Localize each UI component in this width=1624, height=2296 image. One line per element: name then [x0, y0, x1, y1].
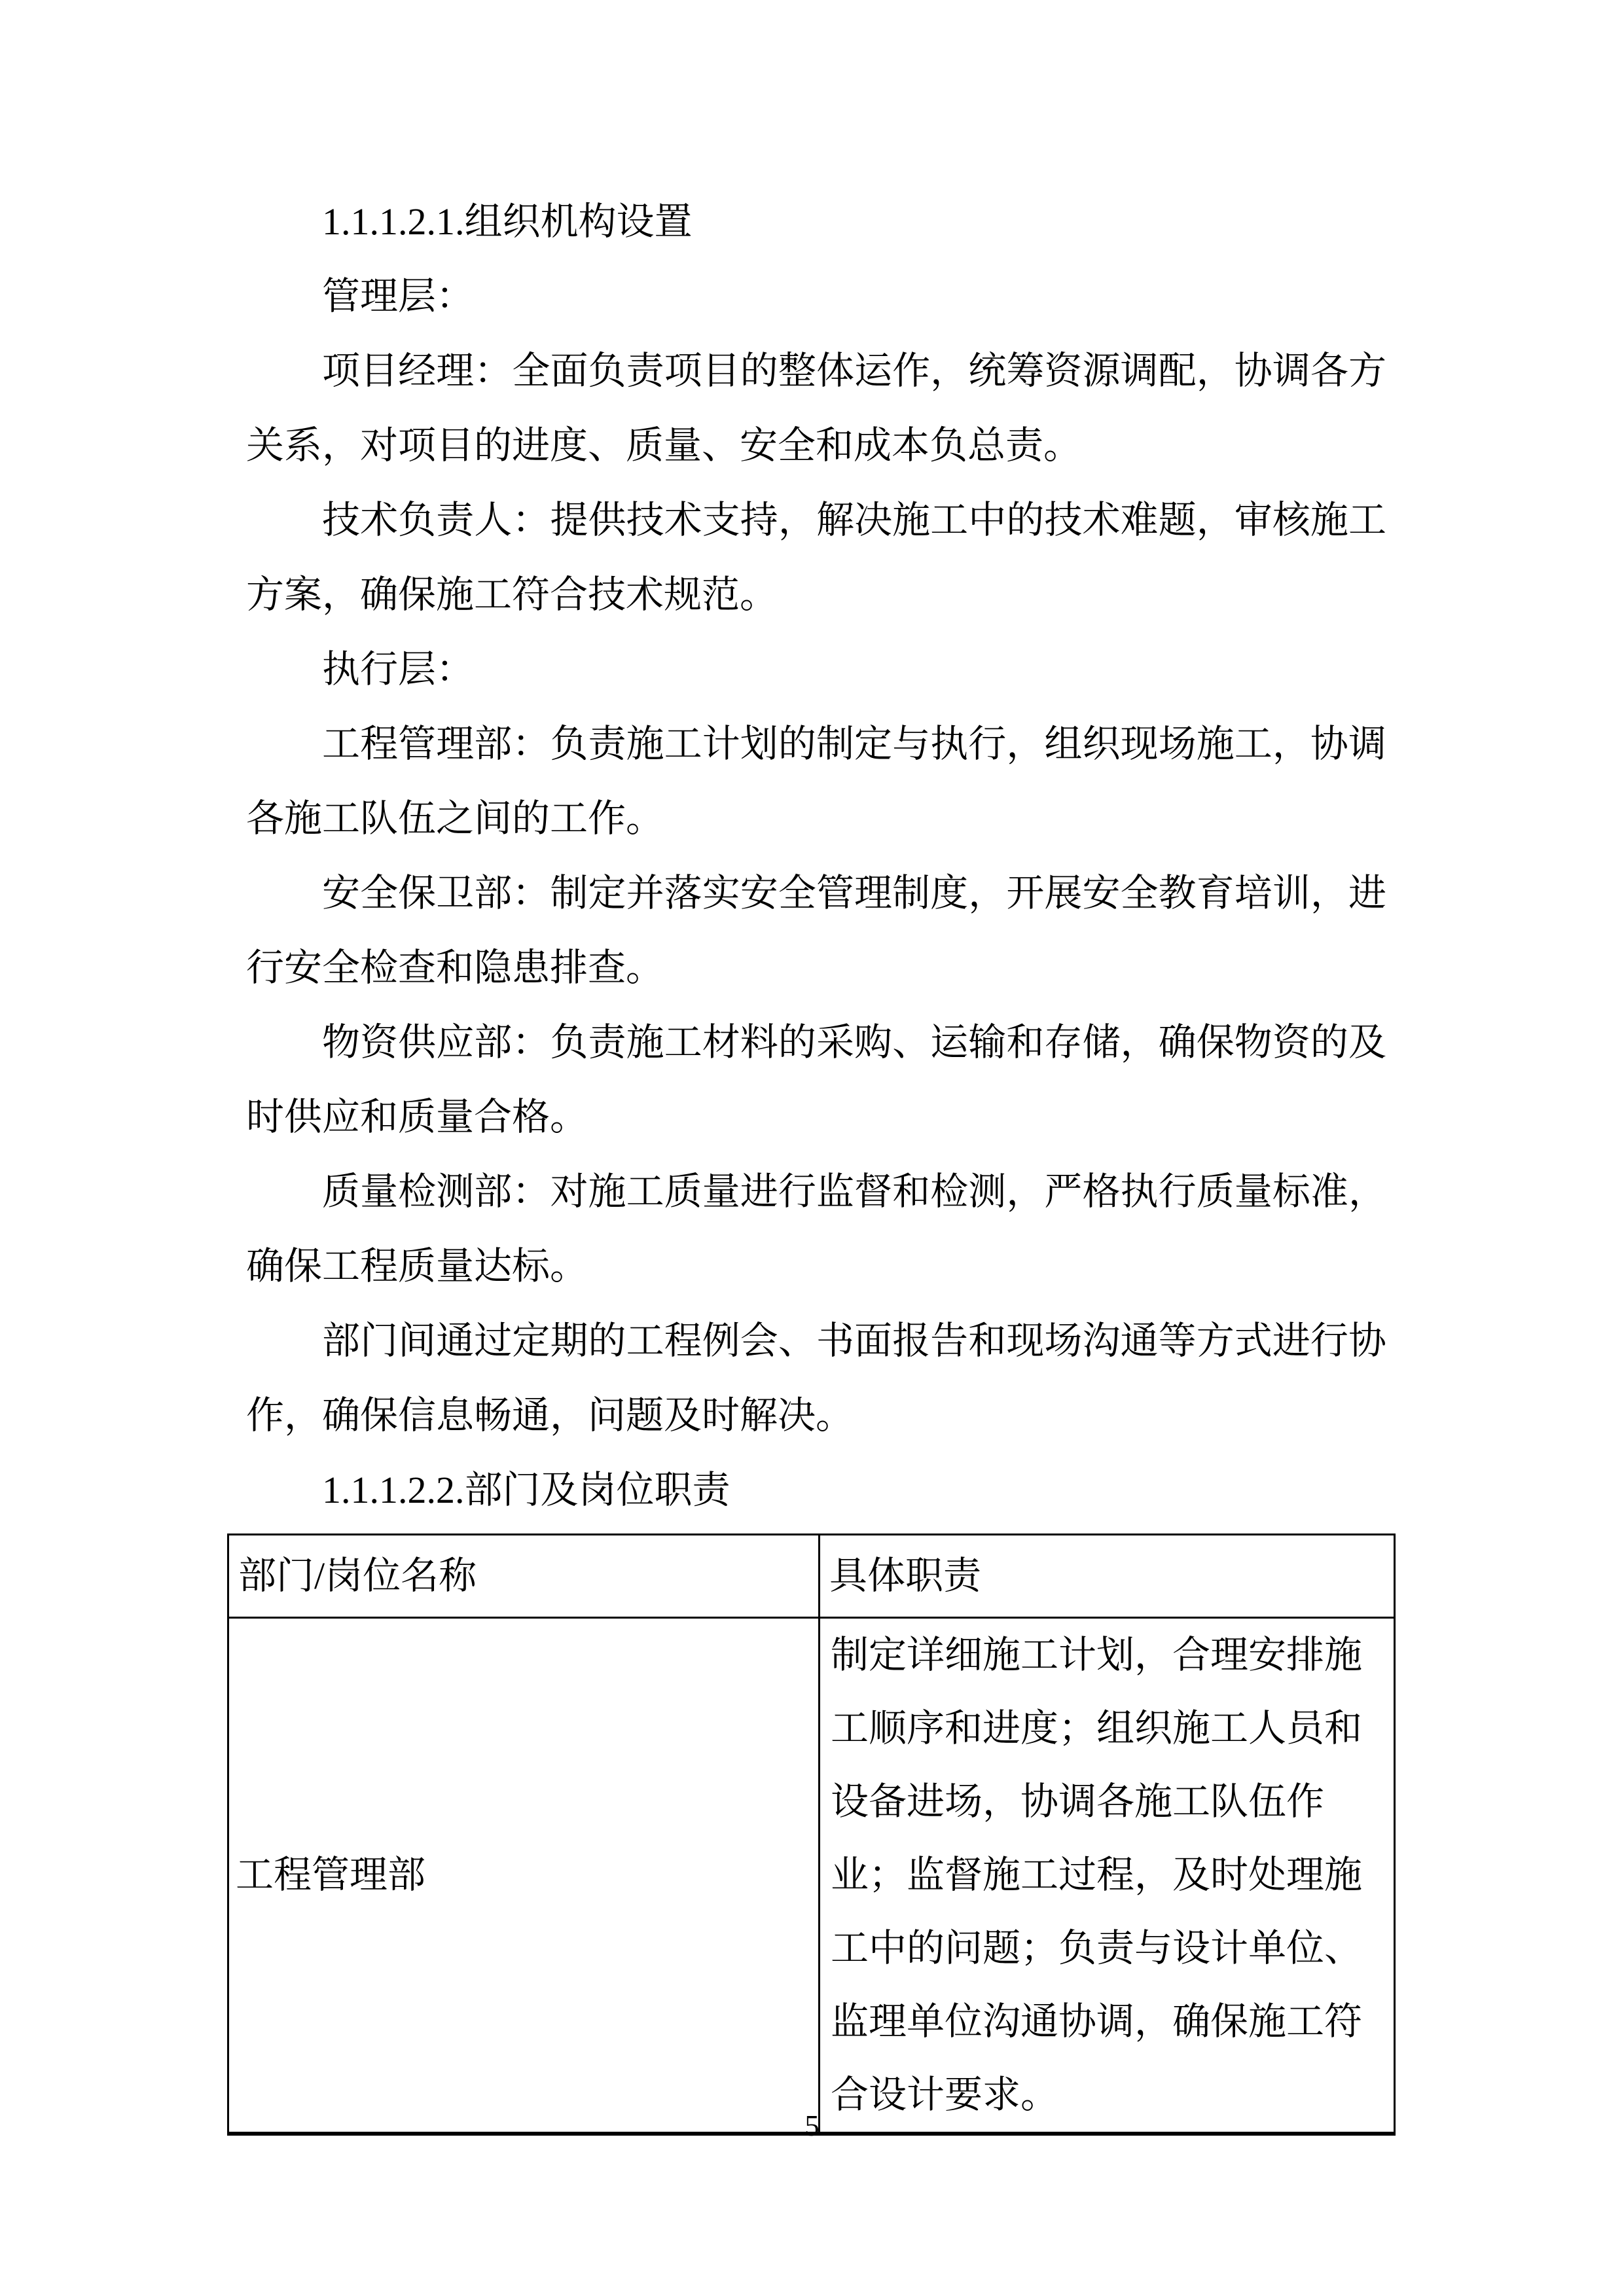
para-coordination: 部门间通过定期的工程例会、书面报告和现场沟通等方式进行协作，确保信息畅通，问题及时解决。: [246, 1319, 1386, 1437]
heading-department-duties: 1.1.1.2.2.部门及岗位职责: [322, 1469, 731, 1511]
para-materials-dept: 物资供应部：负责施工材料的采购、运输和存储，确保物资的及时供应和质量合格。: [246, 1021, 1386, 1138]
para-technical-lead: 技术负责人：提供技术支持，解决施工中的技术难题，审核施工方案，确保施工符合技术规范。: [246, 499, 1386, 616]
page-number: 5: [804, 2109, 820, 2142]
para-quality-dept: 质量检测部：对施工质量进行监督和检测，严格执行质量标准，确保工程质量达标。: [246, 1170, 1386, 1287]
para-project-manager: 项目经理：全面负责项目的整体运作，统筹资源调配，协调各方关系，对项目的进度、质量、安全和成本负总责。: [246, 350, 1386, 467]
table-row: [228, 1618, 1395, 2134]
para-execution-layer: 执行层：: [322, 648, 475, 691]
para-engineering-dept: 工程管理部：负责施工计划的制定与执行，组织现场施工，协调各施工队伍之间的工作。: [246, 723, 1386, 840]
table-cell-department-name: 工程管理部: [228, 1618, 820, 2134]
para-management-layer: 管理层：: [322, 275, 475, 317]
document-body-text: [246, 185, 1386, 1528]
duties-table-header-row: [228, 1535, 1395, 1618]
heading-organization-setup: 1.1.1.2.1.组织机构设置: [322, 200, 693, 243]
para-security-dept: 安全保卫部：制定并落实安全管理制度，开展安全教育培训，进行安全检查和隐患排查。: [246, 872, 1386, 989]
table-header-duties: 具体职责: [820, 1535, 1395, 1618]
table-header-department: 部门/岗位名称: [228, 1535, 820, 1618]
duties-table: [227, 1534, 1396, 2136]
table-cell-duties: 制定详细施工计划，合理安排施工顺序和进度；组织施工人员和设备进场，协调各施工队伍作业；监督施工过程，及时处理施工中的问题；负责与设计单位、监理单位沟通协调，确保施工符合设计要求。: [820, 1618, 1395, 2134]
